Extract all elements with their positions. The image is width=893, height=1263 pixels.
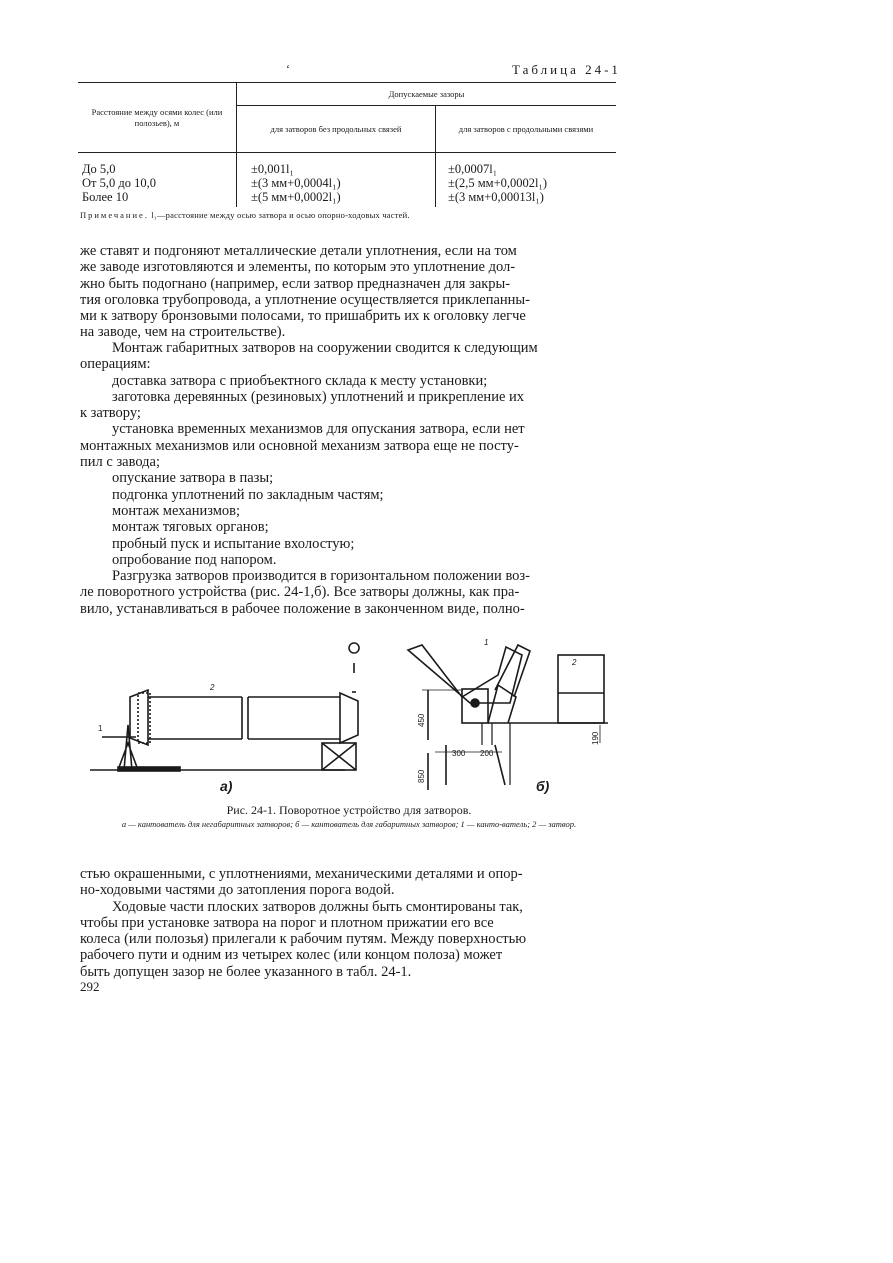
callout-1-b: 1	[484, 638, 489, 647]
list-item: опробование под напором.	[112, 551, 277, 568]
text-line: стью окрашенными, с уплотнениями, механическими деталями и опор-	[80, 866, 523, 882]
list-item: монтажных механизмов или основной механизм затвора еще не посту-	[80, 437, 519, 454]
text-line: ми к затвору бронзовыми полосами, то пришабрить их к оголовку легче	[80, 308, 526, 325]
dim-200: 200	[480, 749, 494, 758]
figure-label-b: б)	[536, 778, 550, 794]
text-line: на заводе, чем на строительстве).	[80, 324, 286, 341]
text-line: же заводе изготовляются и элементы, по которым это уплотнение дол-	[80, 259, 516, 276]
col-distance-header: Расстояние между осями колес (или полозьев), м	[78, 83, 237, 153]
text-line: Ходовые части плоских затворов должны быть смонтированы так,	[112, 898, 523, 915]
figure-legend: а — кантователь для негабаритных затворов; б — кантователь для габаритных затворов; 1 — канто-ватель; 2 — затвор.	[121, 819, 577, 829]
list-item: к затвору;	[80, 405, 141, 422]
col-group-header: Допускаемые зазоры	[237, 83, 617, 106]
table-title: Таблица 24-1	[512, 62, 621, 77]
list-item: монтаж механизмов;	[112, 502, 241, 519]
callout-2-a: 2	[210, 683, 215, 692]
list-item: доставка затвора с приобъектного склада к месту установки;	[112, 372, 488, 389]
text-line: операциям:	[80, 356, 151, 373]
text-line: ле поворотного устройства (рис. 24-1,б). Все затворы должны, как пра-	[80, 584, 520, 601]
list-item: заготовка деревянных (резиновых) уплотнений и прикрепление их	[112, 388, 525, 405]
text-line: но-ходовыми частями до затопления порога водой.	[80, 882, 395, 899]
table-cell: ±0,001l₁	[251, 162, 294, 176]
stray-mark: ‘	[286, 62, 290, 76]
list-item: пил с завода;	[80, 454, 161, 471]
dim-190: 190	[591, 731, 600, 745]
gate-standing	[558, 655, 604, 723]
table-cell: ±(2,5 мм+0,0002l₁)	[448, 176, 548, 190]
figure-label-a: а)	[220, 778, 233, 794]
list-item: подгонка уплотнений по закладным частям;	[112, 486, 384, 503]
dim-450: 450	[417, 713, 426, 727]
text-line: же ставят и подгоняют металлические детали уплотнения, если на том	[80, 243, 517, 259]
note-label: Примечание.	[80, 210, 149, 220]
operations-list	[80, 340, 618, 617]
text-line: колеса (или полозья) прилегали к рабочим путям. Между поверхностью	[80, 931, 527, 948]
text-line: Разгрузка затворов производится в горизонтальном положении воз-	[112, 568, 530, 585]
text-line: чтобы при установке затвора на порог и плотном прижатии его все	[80, 914, 494, 931]
text-line: тия оголовка трубопровода, а уплотнение осуществляется приклепанны-	[80, 291, 530, 308]
tolerance-table	[78, 82, 616, 207]
paragraph-after-figure	[80, 866, 618, 980]
text-line: быть допущен зазор не более указанного в табл. 24-1.	[80, 963, 412, 980]
text-line: рабочего пути и одним из четырех колес (или концом полоза) может	[80, 947, 503, 964]
tilter-arm	[408, 645, 522, 703]
list-item: пробный пуск и испытание вхолостую;	[112, 535, 355, 552]
table-cell: ±(3 мм+0,0004l₁)	[251, 176, 341, 190]
table-cell: От 5,0 до 10,0	[82, 176, 156, 190]
figure-rotating-device	[90, 635, 620, 800]
note-text: l₁—расстояние между осью затвора и осью опорно-ходовых частей.	[151, 210, 410, 220]
table-cell: До 5,0	[82, 162, 116, 176]
figure-caption: Рис. 24-1. Поворотное устройство для затворов.	[226, 803, 472, 817]
text-line: вило, устанавливаться в рабочее положение в законченном виде, полно-	[80, 600, 525, 617]
with-ties-column	[436, 153, 617, 208]
page-number: 292	[80, 979, 100, 994]
list-item: установка временных механизмов для опускания затвора, если нет	[112, 421, 525, 438]
without-ties-column	[237, 153, 436, 208]
list-item: опускание затвора в пазы;	[112, 470, 274, 487]
table-cell: ±(3 мм+0,00013l₁)	[448, 190, 544, 204]
distance-column	[78, 153, 237, 208]
gate-end-right	[340, 693, 358, 743]
table-cell: ±0,0007l₁	[448, 162, 498, 176]
callout-2-b: 2	[572, 658, 577, 667]
callout-1-a: 1	[98, 724, 103, 733]
table-cell: Более 10	[82, 190, 129, 204]
paragraph-continuation	[80, 243, 618, 341]
dim-300: 300	[452, 749, 466, 758]
col-without-ties-header: для затворов без продольных связей	[237, 106, 436, 153]
crane-hook	[349, 643, 359, 673]
list-item: монтаж тяговых органов;	[112, 519, 269, 536]
support-frame	[118, 725, 138, 770]
base-plate	[118, 767, 180, 771]
text-line: жно быть подогнано (например, если затвор предназначен для закры-	[80, 275, 511, 292]
text-line: Монтаж габаритных затворов на сооружении сводится к следующим	[112, 340, 538, 356]
table-cell: ±(5 мм+0,0002l₁)	[251, 190, 341, 204]
table-note	[80, 210, 410, 220]
col-with-ties-header: для затворов с продольными связями	[436, 106, 617, 153]
dim-850: 850	[417, 769, 426, 783]
